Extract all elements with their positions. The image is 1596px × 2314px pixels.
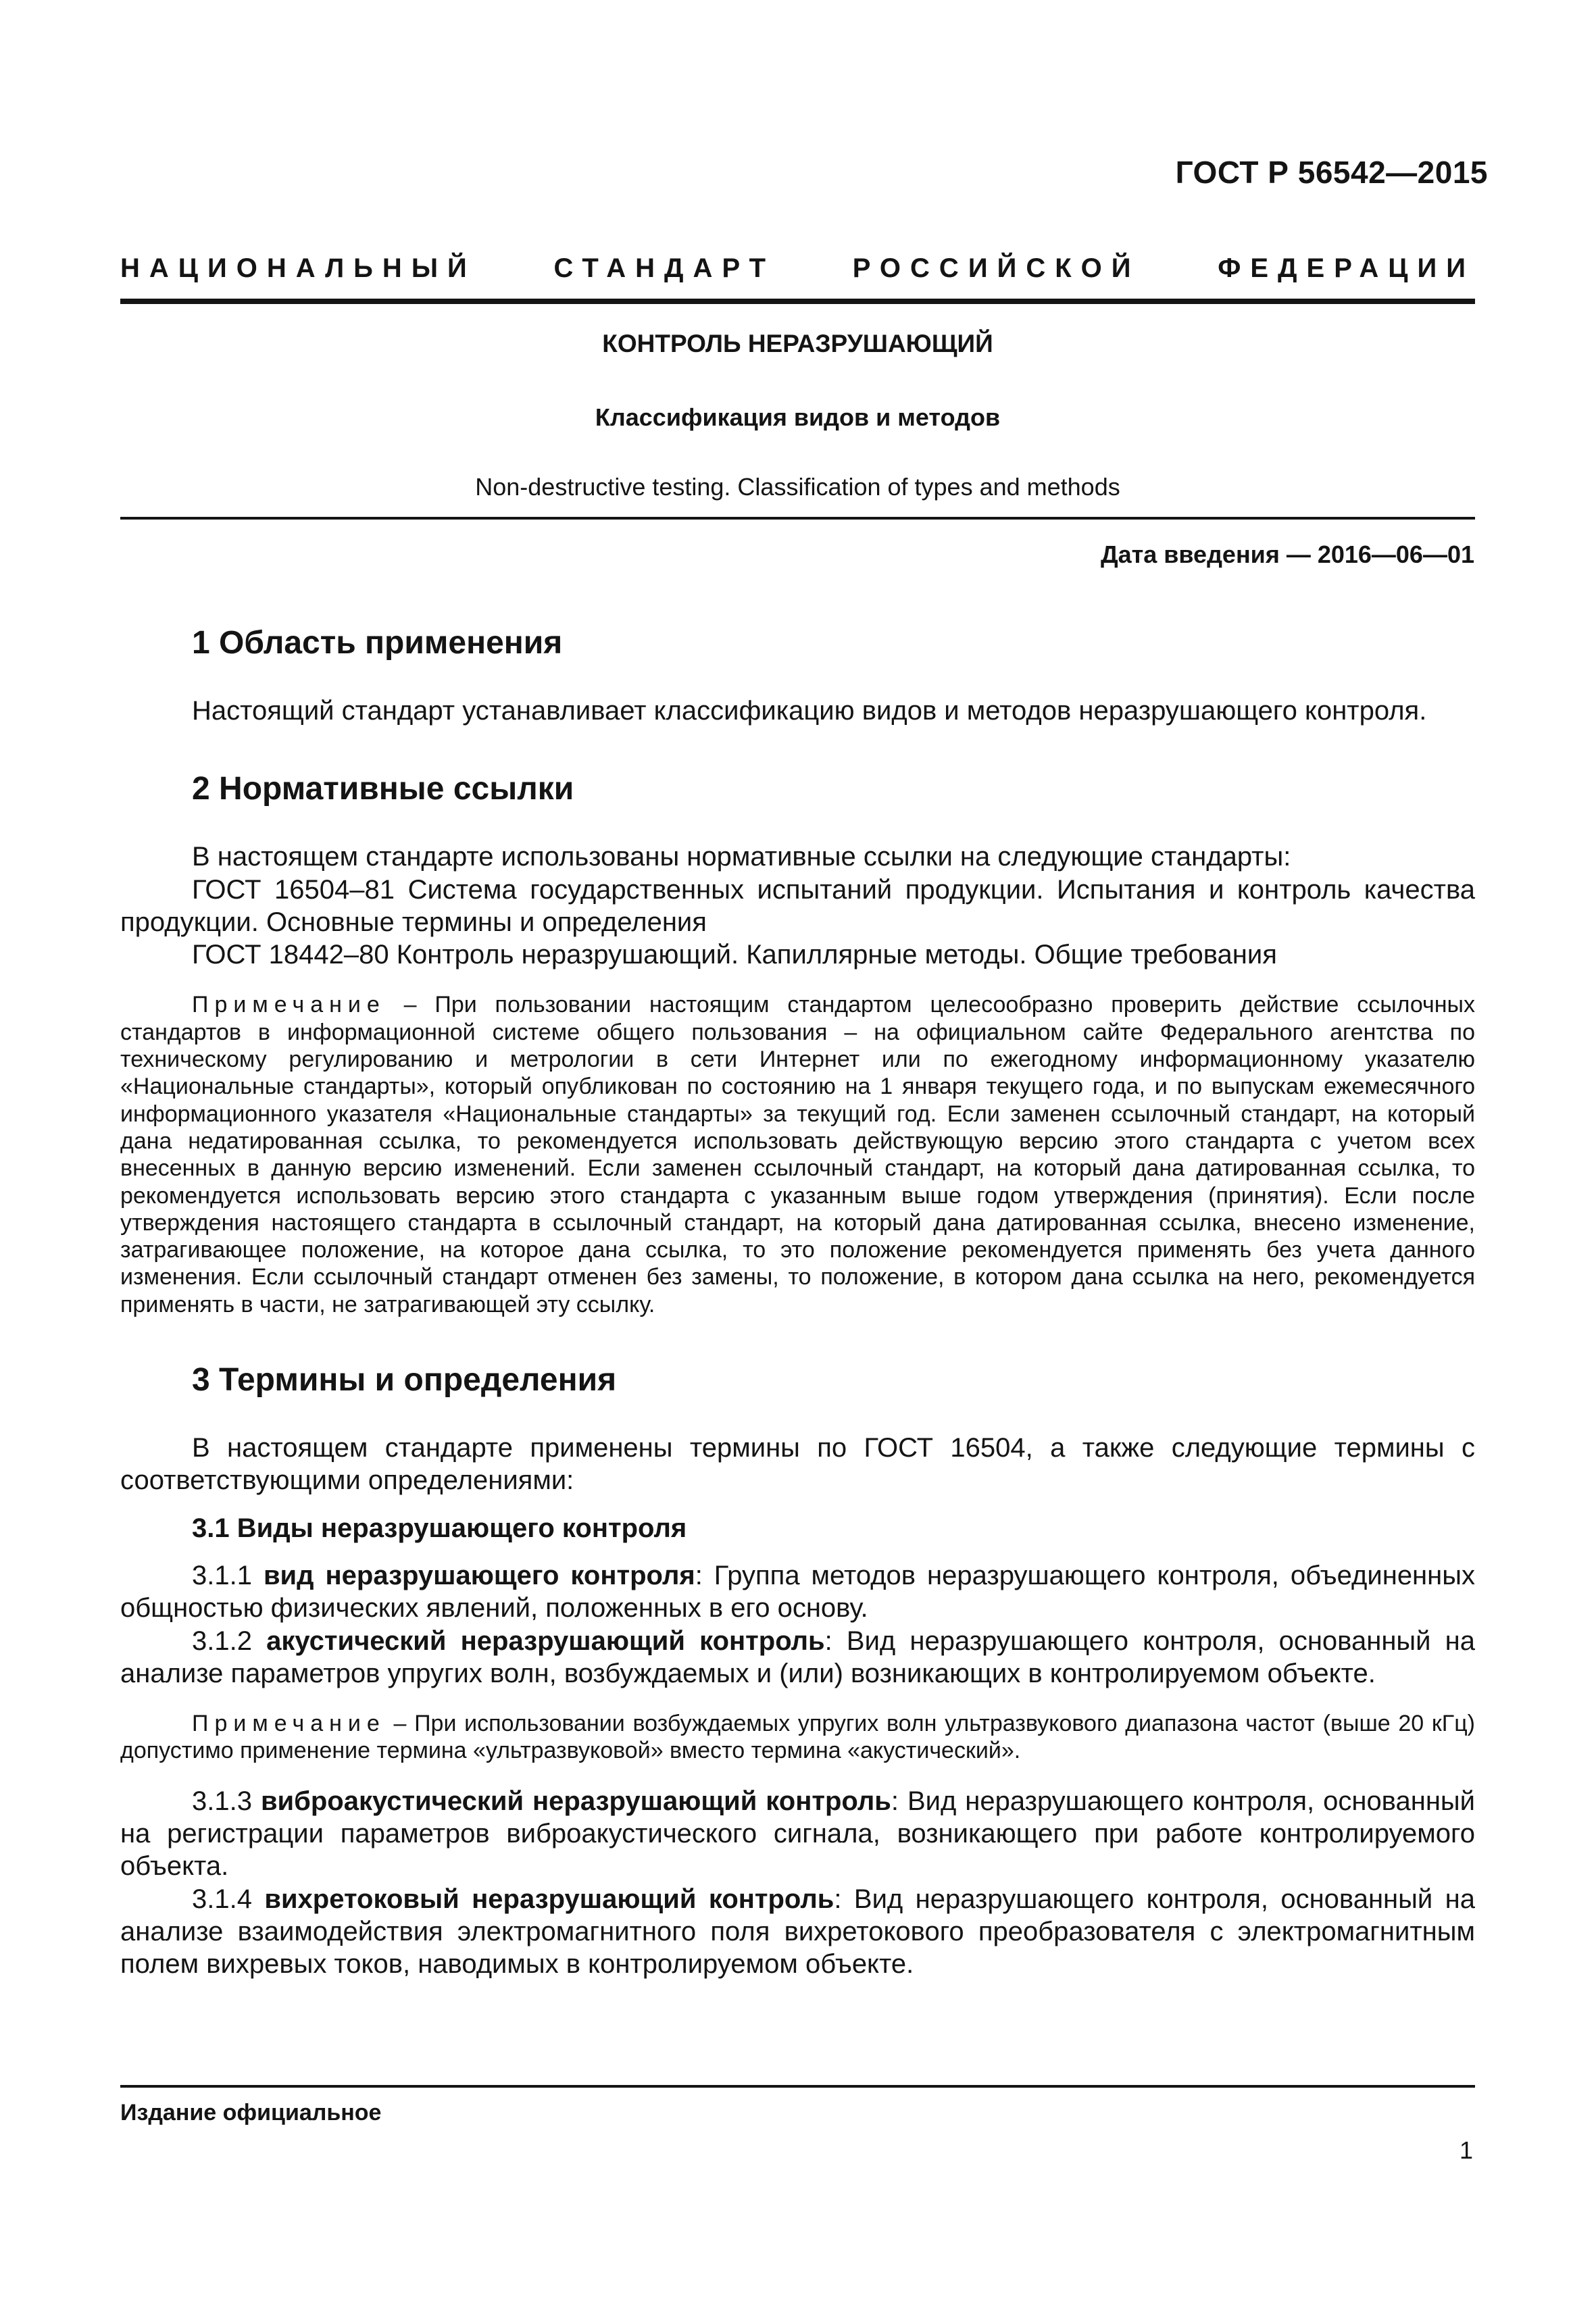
section-1-heading: 1 Область применения xyxy=(192,625,563,661)
section-2-note xyxy=(120,991,1475,1318)
title-divider xyxy=(120,517,1475,520)
term-definition: : Вид неразрушающего контроля, основанный на регистрации параметров виброакустического сигнала, возникающего при работе контролируемого объекта. xyxy=(120,1786,1476,1882)
note-label: Примечание xyxy=(192,992,386,1018)
term-3-1-1 xyxy=(120,1559,1475,1625)
term-number: 3.1.3 xyxy=(192,1786,261,1816)
term-name: акустический неразрушающий контроль xyxy=(266,1626,825,1656)
term-3-1-2-note xyxy=(120,1710,1475,1765)
national-standard-header: НАЦИОНАЛЬНЫЙ СТАНДАРТ РОССИЙСКОЙ ФЕДЕРАЦИИ xyxy=(120,253,1475,283)
document-body xyxy=(120,622,1475,1981)
term-definition: : Вид неразрушающего контроля, основанный на анализе параметров упругих волн, возбуждаемых и (или) возникающих в контролируемом объекте. xyxy=(120,1626,1475,1688)
term-definition: : Группа методов неразрушающего контроля, объединенных общностью физических явлений, положенных в его основу. xyxy=(120,1560,1475,1624)
official-edition-label: Издание официальное xyxy=(120,2100,382,2126)
reference-gost-16504: ГОСТ 16504–81 Система государственных испытаний продукции. Испытания и контроль качества продукции. Основные термины и определения xyxy=(120,874,1475,937)
section-3-heading: 3 Термины и определения xyxy=(192,1362,617,1399)
term-name: вихретоковый неразрушающий контроль xyxy=(264,1884,834,1914)
term-3-1-3 xyxy=(120,1785,1475,1883)
note-text: – При использовании возбуждаемых упругих волн ультразвукового диапазона частот (выше 20 кГц) допустимо применение термина «ультразвуковой» вместо термина «акустический». xyxy=(120,1711,1475,1764)
header-divider-thick xyxy=(120,299,1475,304)
section-3-intro: В настоящем стандарте применены термины по ГОСТ 16504, а также следующие термины с соответствующими определениями: xyxy=(120,1433,1475,1496)
section-1-text: Настоящий стандарт устанавливает классификацию видов и методов неразрушающего контроля. xyxy=(192,696,1427,726)
subsection-3-1-heading: 3.1 Виды неразрушающего контроля xyxy=(192,1513,687,1543)
term-number: 3.1.1 xyxy=(192,1560,264,1590)
footer-divider xyxy=(120,2085,1475,2088)
term-name: виброакустический неразрушающий контроль xyxy=(260,1786,891,1816)
document-number: ГОСТ Р 56542—2015 xyxy=(1175,155,1488,190)
standard-title: КОНТРОЛЬ НЕРАЗРУШАЮЩИЙ xyxy=(602,330,993,357)
standard-english-title: Non-destructive testing. Classification of types and methods xyxy=(475,473,1120,501)
term-3-1-4 xyxy=(120,1883,1475,1981)
term-definition: : Вид неразрушающего контроля, основанный на анализе взаимодействия электромагнитного поля вихретокового преобразователя с электромагнитным полем вихревых токов, наводимых в контролируемом объекте. xyxy=(120,1884,1475,1980)
term-number: 3.1.4 xyxy=(192,1884,265,1914)
introduction-date: Дата введения — 2016—06—01 xyxy=(1100,540,1474,568)
note-text: – При пользовании настоящим стандартом целесообразно проверить действие ссылочных стандартов в информационной системе общего пользования – на официальном сайте Федерального агентства по техническому регулированию и метрологии в сети Интернет или по ежегодному информационному указателю «Национальные стандарты», который опубликован по состоянию на 1 января текущего года, и по выпускам ежемесячного информационного указателя «Национальные стандарты» за текущий год. Если заменен ссылочный стандарт, на который дана недатированная ссылка, то рекомендуется использовать действующую версию этого стандарта с учетом всех внесенных в данную версию изменений. Если заменен ссылочный стандарт, на который дана датированная ссылка, то рекомендуется использовать версию этого стандарта с указанным выше годом утверждения (принятия). Если после утверждения настоящего стандарта в ссылочный стандарт, на который дана датированная ссылка, внесено изменение, затрагивающее положение, на которое дана ссылка, то это положение рекомендуется применять без учета данного изменения. Если ссылочный стандарт отменен без замены, то положение, в котором дана ссылка на него, рекомендуется применять в части, не затрагивающей эту ссылку. xyxy=(120,992,1475,1317)
section-2-intro: В настоящем стандарте использованы нормативные ссылки на следующие стандарты: xyxy=(192,842,1291,872)
page-number: 1 xyxy=(1459,2136,1473,2164)
term-number: 3.1.2 xyxy=(192,1626,267,1656)
section-2-heading: 2 Нормативные ссылки xyxy=(192,771,574,807)
reference-gost-18442: ГОСТ 18442–80 Контроль неразрушающий. Капиллярные методы. Общие требования xyxy=(192,940,1277,970)
note-label: Примечание xyxy=(192,1711,386,1737)
standard-subtitle: Классификация видов и методов xyxy=(595,403,1001,431)
term-3-1-2 xyxy=(120,1625,1475,1690)
term-name: вид неразрушающего контроля xyxy=(263,1560,695,1590)
